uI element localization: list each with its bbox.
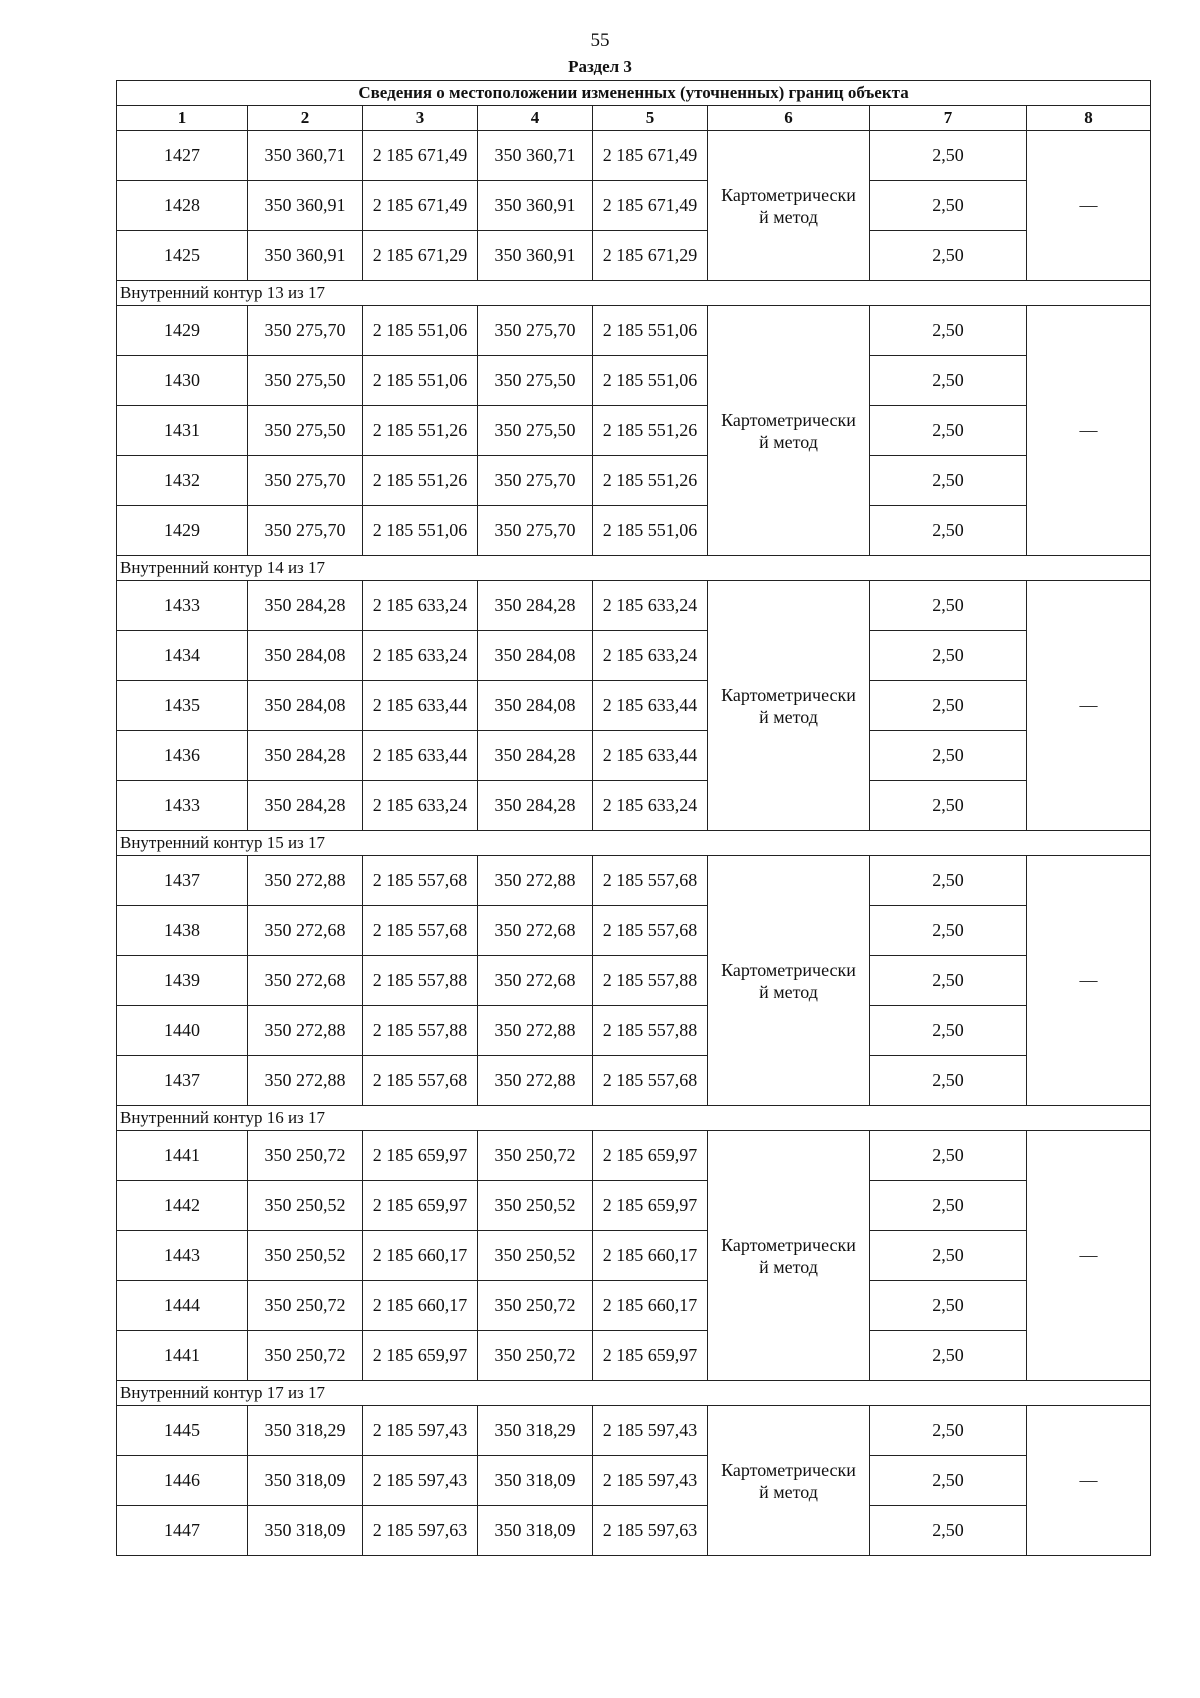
- accuracy-cell: 2,50: [870, 581, 1027, 631]
- table-row: [117, 681, 1151, 731]
- x-new-cell: 350 318,29: [478, 1406, 593, 1456]
- contour-label: Внутренний контур 15 из 17: [117, 831, 1151, 856]
- y-existing-cell: 2 185 659,97: [363, 1181, 478, 1231]
- y-new-cell: 2 185 551,06: [593, 356, 708, 406]
- accuracy-cell: 2,50: [870, 731, 1027, 781]
- y-existing-cell: 2 185 660,17: [363, 1281, 478, 1331]
- accuracy-cell: 2,50: [870, 1281, 1027, 1331]
- point-number-cell: 1438: [117, 906, 248, 956]
- accuracy-cell: 2,50: [870, 1506, 1027, 1556]
- x-existing-cell: 350 284,08: [248, 681, 363, 731]
- point-number-cell: 1445: [117, 1406, 248, 1456]
- y-new-cell: 2 185 551,26: [593, 406, 708, 456]
- x-new-cell: 350 250,52: [478, 1181, 593, 1231]
- x-existing-cell: 350 275,70: [248, 506, 363, 556]
- method-text-line2: й метод: [759, 1256, 818, 1277]
- x-existing-cell: 350 250,52: [248, 1181, 363, 1231]
- accuracy-cell: 2,50: [870, 856, 1027, 906]
- column-number: 3: [363, 106, 478, 131]
- accuracy-cell: 2,50: [870, 356, 1027, 406]
- table-row: [117, 631, 1151, 681]
- y-existing-cell: 2 185 557,68: [363, 1056, 478, 1106]
- x-existing-cell: 350 272,88: [248, 856, 363, 906]
- method-text-line1: Картометрически: [721, 184, 856, 205]
- y-existing-cell: 2 185 551,26: [363, 456, 478, 506]
- column-number: 8: [1027, 106, 1151, 131]
- table-body: [117, 131, 1151, 1556]
- table-row: [117, 731, 1151, 781]
- column-number: 7: [870, 106, 1027, 131]
- method-text-line2: й метод: [759, 706, 818, 727]
- x-new-cell: 350 284,28: [478, 731, 593, 781]
- x-existing-cell: 350 272,88: [248, 1056, 363, 1106]
- y-existing-cell: 2 185 633,44: [363, 681, 478, 731]
- x-existing-cell: 350 250,72: [248, 1131, 363, 1181]
- point-number-cell: 1434: [117, 631, 248, 681]
- description-dash-cell: —: [1027, 131, 1151, 281]
- y-new-cell: 2 185 557,68: [593, 856, 708, 906]
- x-existing-cell: 350 360,91: [248, 231, 363, 281]
- description-dash-cell: —: [1027, 1131, 1151, 1381]
- y-new-cell: 2 185 671,49: [593, 181, 708, 231]
- y-new-cell: 2 185 671,29: [593, 231, 708, 281]
- y-new-cell: 2 185 551,06: [593, 306, 708, 356]
- y-existing-cell: 2 185 557,88: [363, 1006, 478, 1056]
- x-new-cell: 350 275,50: [478, 356, 593, 406]
- accuracy-cell: 2,50: [870, 231, 1027, 281]
- contour-header-row: [117, 1106, 1151, 1131]
- x-new-cell: 350 250,72: [478, 1281, 593, 1331]
- accuracy-cell: 2,50: [870, 1181, 1027, 1231]
- y-existing-cell: 2 185 551,06: [363, 306, 478, 356]
- accuracy-cell: 2,50: [870, 306, 1027, 356]
- x-existing-cell: 350 250,72: [248, 1281, 363, 1331]
- x-new-cell: 350 272,68: [478, 906, 593, 956]
- method-text-line2: й метод: [759, 431, 818, 452]
- point-number-cell: 1446: [117, 1456, 248, 1506]
- description-dash-cell: —: [1027, 1406, 1151, 1556]
- point-number-cell: 1431: [117, 406, 248, 456]
- point-number-cell: 1439: [117, 956, 248, 1006]
- x-new-cell: 350 250,52: [478, 1231, 593, 1281]
- contour-header-row: [117, 556, 1151, 581]
- method-cell: [708, 306, 870, 556]
- description-dash-cell: —: [1027, 581, 1151, 831]
- page-number: 55: [590, 30, 610, 51]
- accuracy-cell: 2,50: [870, 906, 1027, 956]
- table-row: [117, 181, 1151, 231]
- accuracy-cell: 2,50: [870, 1231, 1027, 1281]
- y-existing-cell: 2 185 633,44: [363, 731, 478, 781]
- y-new-cell: 2 185 659,97: [593, 1181, 708, 1231]
- point-number-cell: 1435: [117, 681, 248, 731]
- contour-header-row: [117, 831, 1151, 856]
- table-row: [117, 506, 1151, 556]
- y-existing-cell: 2 185 671,29: [363, 231, 478, 281]
- table-row: [117, 781, 1151, 831]
- method-cell: [708, 1406, 870, 1556]
- x-new-cell: 350 272,88: [478, 1056, 593, 1106]
- y-new-cell: 2 185 633,24: [593, 631, 708, 681]
- x-existing-cell: 350 360,71: [248, 131, 363, 181]
- accuracy-cell: 2,50: [870, 506, 1027, 556]
- x-new-cell: 350 284,08: [478, 681, 593, 731]
- x-new-cell: 350 360,91: [478, 231, 593, 281]
- y-existing-cell: 2 185 659,97: [363, 1331, 478, 1381]
- contour-label: Внутренний контур 13 из 17: [117, 281, 1151, 306]
- x-new-cell: 350 272,68: [478, 956, 593, 1006]
- column-number: 2: [248, 106, 363, 131]
- method-text-line1: Картометрически: [721, 409, 856, 430]
- y-new-cell: 2 185 557,88: [593, 956, 708, 1006]
- accuracy-cell: 2,50: [870, 1406, 1027, 1456]
- x-existing-cell: 350 318,29: [248, 1406, 363, 1456]
- y-new-cell: 2 185 597,43: [593, 1456, 708, 1506]
- table-row: [117, 1056, 1151, 1106]
- point-number-cell: 1440: [117, 1006, 248, 1056]
- y-new-cell: 2 185 597,63: [593, 1506, 708, 1556]
- contour-header-row: [117, 1381, 1151, 1406]
- method-text-line2: й метод: [759, 981, 818, 1002]
- y-existing-cell: 2 185 551,06: [363, 506, 478, 556]
- accuracy-cell: 2,50: [870, 406, 1027, 456]
- x-new-cell: 350 275,70: [478, 306, 593, 356]
- x-existing-cell: 350 272,68: [248, 956, 363, 1006]
- y-existing-cell: 2 185 597,43: [363, 1456, 478, 1506]
- y-new-cell: 2 185 557,88: [593, 1006, 708, 1056]
- table-row: [117, 1506, 1151, 1556]
- column-number-row: [117, 106, 1151, 131]
- boundary-coordinates-table: [116, 80, 1151, 1556]
- x-existing-cell: 350 318,09: [248, 1456, 363, 1506]
- x-new-cell: 350 272,88: [478, 1006, 593, 1056]
- accuracy-cell: 2,50: [870, 1006, 1027, 1056]
- y-new-cell: 2 185 659,97: [593, 1131, 708, 1181]
- column-number: 6: [708, 106, 870, 131]
- y-new-cell: 2 185 557,68: [593, 906, 708, 956]
- table-row: [117, 1006, 1151, 1056]
- contour-label: Внутренний контур 14 из 17: [117, 556, 1151, 581]
- table-row: [117, 406, 1151, 456]
- table-row: [117, 856, 1151, 906]
- table-row: [117, 1131, 1151, 1181]
- table-row: [117, 1281, 1151, 1331]
- x-new-cell: 350 284,08: [478, 631, 593, 681]
- method-text-line1: Картометрически: [721, 959, 856, 980]
- x-existing-cell: 350 275,70: [248, 306, 363, 356]
- point-number-cell: 1444: [117, 1281, 248, 1331]
- x-new-cell: 350 275,70: [478, 456, 593, 506]
- y-existing-cell: 2 185 671,49: [363, 181, 478, 231]
- x-new-cell: 350 284,28: [478, 781, 593, 831]
- x-new-cell: 350 284,28: [478, 581, 593, 631]
- y-existing-cell: 2 185 671,49: [363, 131, 478, 181]
- point-number-cell: 1429: [117, 306, 248, 356]
- point-number-cell: 1436: [117, 731, 248, 781]
- table-row: [117, 581, 1151, 631]
- method-cell: [708, 131, 870, 281]
- accuracy-cell: 2,50: [870, 1056, 1027, 1106]
- x-existing-cell: 350 275,50: [248, 406, 363, 456]
- table-row: [117, 1181, 1151, 1231]
- accuracy-cell: 2,50: [870, 956, 1027, 1006]
- point-number-cell: 1425: [117, 231, 248, 281]
- table-row: [117, 1231, 1151, 1281]
- y-new-cell: 2 185 597,43: [593, 1406, 708, 1456]
- x-existing-cell: 350 284,28: [248, 781, 363, 831]
- x-existing-cell: 350 275,70: [248, 456, 363, 506]
- y-new-cell: 2 185 551,26: [593, 456, 708, 506]
- method-cell: [708, 581, 870, 831]
- x-new-cell: 350 360,91: [478, 181, 593, 231]
- accuracy-cell: 2,50: [870, 681, 1027, 731]
- table-row: [117, 906, 1151, 956]
- point-number-cell: 1441: [117, 1331, 248, 1381]
- table-row: [117, 231, 1151, 281]
- method-text-line2: й метод: [759, 206, 818, 227]
- x-existing-cell: 350 250,52: [248, 1231, 363, 1281]
- table-row: [117, 131, 1151, 181]
- y-existing-cell: 2 185 557,68: [363, 856, 478, 906]
- x-existing-cell: 350 284,08: [248, 631, 363, 681]
- y-new-cell: 2 185 633,44: [593, 731, 708, 781]
- point-number-cell: 1437: [117, 856, 248, 906]
- contour-label: Внутренний контур 16 из 17: [117, 1106, 1151, 1131]
- contour-header-row: [117, 281, 1151, 306]
- y-new-cell: 2 185 671,49: [593, 131, 708, 181]
- accuracy-cell: 2,50: [870, 181, 1027, 231]
- method-text-line1: Картометрически: [721, 1459, 856, 1480]
- y-existing-cell: 2 185 597,63: [363, 1506, 478, 1556]
- y-existing-cell: 2 185 551,26: [363, 406, 478, 456]
- table-row: [117, 1456, 1151, 1506]
- point-number-cell: 1432: [117, 456, 248, 506]
- method-text-line1: Картометрически: [721, 1234, 856, 1255]
- table-row: [117, 1406, 1151, 1456]
- accuracy-cell: 2,50: [870, 631, 1027, 681]
- point-number-cell: 1447: [117, 1506, 248, 1556]
- accuracy-cell: 2,50: [870, 1456, 1027, 1506]
- accuracy-cell: 2,50: [870, 456, 1027, 506]
- x-existing-cell: 350 318,09: [248, 1506, 363, 1556]
- accuracy-cell: 2,50: [870, 1331, 1027, 1381]
- x-existing-cell: 350 284,28: [248, 581, 363, 631]
- point-number-cell: 1430: [117, 356, 248, 406]
- description-dash-cell: —: [1027, 306, 1151, 556]
- x-new-cell: 350 250,72: [478, 1331, 593, 1381]
- y-new-cell: 2 185 660,17: [593, 1231, 708, 1281]
- contour-label: Внутренний контур 17 из 17: [117, 1381, 1151, 1406]
- x-new-cell: 350 272,88: [478, 856, 593, 906]
- point-number-cell: 1441: [117, 1131, 248, 1181]
- y-existing-cell: 2 185 659,97: [363, 1131, 478, 1181]
- table-row: [117, 956, 1151, 1006]
- table-row: [117, 1331, 1151, 1381]
- x-existing-cell: 350 275,50: [248, 356, 363, 406]
- y-new-cell: 2 185 551,06: [593, 506, 708, 556]
- accuracy-cell: 2,50: [870, 781, 1027, 831]
- point-number-cell: 1427: [117, 131, 248, 181]
- y-new-cell: 2 185 633,24: [593, 581, 708, 631]
- section-title: Раздел 3: [568, 57, 632, 76]
- column-number: 4: [478, 106, 593, 131]
- y-existing-cell: 2 185 633,24: [363, 581, 478, 631]
- description-dash-cell: —: [1027, 856, 1151, 1106]
- x-new-cell: 350 275,70: [478, 506, 593, 556]
- point-number-cell: 1429: [117, 506, 248, 556]
- y-existing-cell: 2 185 633,24: [363, 631, 478, 681]
- x-new-cell: 350 250,72: [478, 1131, 593, 1181]
- x-existing-cell: 350 360,91: [248, 181, 363, 231]
- x-existing-cell: 350 284,28: [248, 731, 363, 781]
- point-number-cell: 1433: [117, 781, 248, 831]
- x-new-cell: 350 318,09: [478, 1506, 593, 1556]
- point-number-cell: 1437: [117, 1056, 248, 1106]
- accuracy-cell: 2,50: [870, 131, 1027, 181]
- method-text-line1: Картометрически: [721, 684, 856, 705]
- x-existing-cell: 350 272,68: [248, 906, 363, 956]
- table-row: [117, 456, 1151, 506]
- y-existing-cell: 2 185 660,17: [363, 1231, 478, 1281]
- point-number-cell: 1443: [117, 1231, 248, 1281]
- y-new-cell: 2 185 660,17: [593, 1281, 708, 1331]
- x-new-cell: 350 318,09: [478, 1456, 593, 1506]
- table-row: [117, 356, 1151, 406]
- table-caption: Сведения о местоположении измененных (уточненных) границ объекта: [117, 81, 1151, 106]
- y-new-cell: 2 185 633,44: [593, 681, 708, 731]
- point-number-cell: 1428: [117, 181, 248, 231]
- point-number-cell: 1433: [117, 581, 248, 631]
- column-number: 1: [117, 106, 248, 131]
- table-row: [117, 306, 1151, 356]
- y-existing-cell: 2 185 557,68: [363, 906, 478, 956]
- y-new-cell: 2 185 557,68: [593, 1056, 708, 1106]
- x-existing-cell: 350 272,88: [248, 1006, 363, 1056]
- y-existing-cell: 2 185 551,06: [363, 356, 478, 406]
- column-number: 5: [593, 106, 708, 131]
- method-cell: [708, 856, 870, 1106]
- accuracy-cell: 2,50: [870, 1131, 1027, 1181]
- y-existing-cell: 2 185 597,43: [363, 1406, 478, 1456]
- x-new-cell: 350 360,71: [478, 131, 593, 181]
- y-new-cell: 2 185 633,24: [593, 781, 708, 831]
- x-existing-cell: 350 250,72: [248, 1331, 363, 1381]
- y-new-cell: 2 185 659,97: [593, 1331, 708, 1381]
- y-existing-cell: 2 185 633,24: [363, 781, 478, 831]
- method-cell: [708, 1131, 870, 1381]
- point-number-cell: 1442: [117, 1181, 248, 1231]
- x-new-cell: 350 275,50: [478, 406, 593, 456]
- method-text-line2: й метод: [759, 1481, 818, 1502]
- y-existing-cell: 2 185 557,88: [363, 956, 478, 1006]
